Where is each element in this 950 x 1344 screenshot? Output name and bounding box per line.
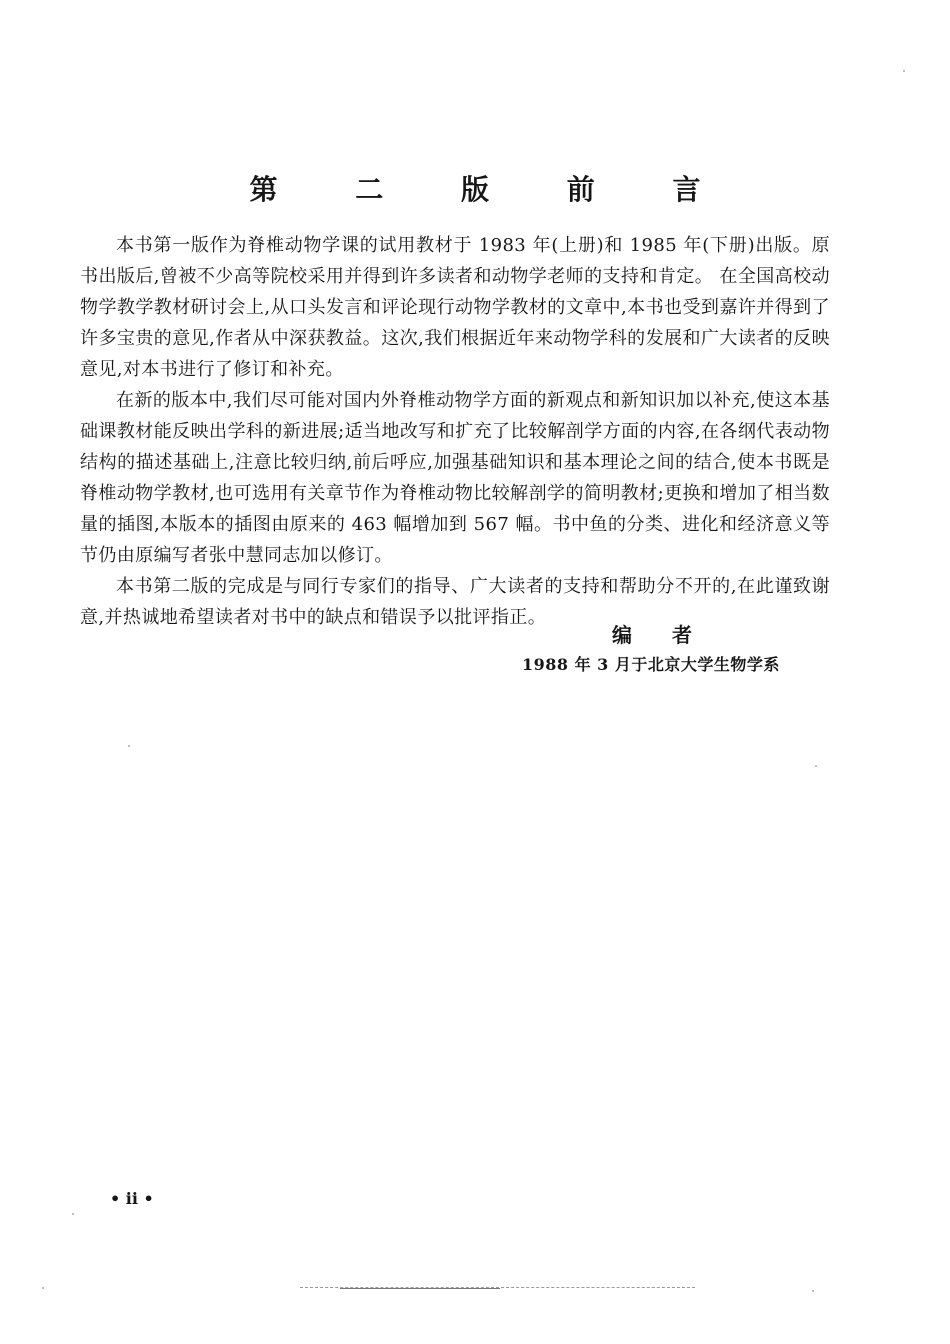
scan-speck: [903, 70, 905, 72]
author-signature: 编者: [612, 623, 732, 647]
scan-edge-line-dark: [340, 1288, 500, 1289]
scan-speck: [815, 765, 817, 767]
paragraph-3: 本书第二版的完成是与同行专家们的指导、广大读者的支持和帮助分不开的,在此谨致谢意,并热诚地希望读者对书中的缺点和错误予以批评指正。: [80, 576, 830, 628]
dateline: 1988 年 3 月于北京大学生物学系: [522, 655, 780, 674]
scan-speck: [42, 1287, 44, 1289]
scan-speck: [812, 1290, 814, 1292]
scan-speck: [72, 1213, 74, 1215]
page-title: 第 二 版 前 言: [249, 173, 735, 206]
page-number: • ii •: [110, 1189, 154, 1208]
paragraph-2: 在新的版本中,我们尽可能对国内外脊椎动物学方面的新观点和新知识加以补充,使这本基础课教材能反映出学科的新进展;适当地改写和扩充了比较解剖学方面的内容,在各纲代表动物结构的描述基础上,注意比较归纳,前后呼应,加强基础知识和基本理论之间的结合,使本书既是脊椎动物学教材,也可选用有关章节作为脊椎动物比较解剖学的简明教材;更换和增加了相当数量的插图,本版本的插图由原来的 463 幅增加到 567 幅。书中鱼的分类、进化和经济意义等节仍由原编写者张中慧同志加以修订。: [80, 390, 830, 566]
scan-speck: [128, 745, 130, 747]
preface-body: [80, 230, 830, 633]
paragraph-1: 本书第一版作为脊椎动物学课的试用教材于 1983 年(上册)和 1985 年(下册)出版。原书出版后,曾被不少高等院校采用并得到许多读者和动物学老师的支持和肯定。 在全国高校动物学教学教材研讨会上,从口头发言和评论现行动物学教材的文章中,本书也受到嘉许并得到了许多宝贵的意见,作者从中深获教益。这次,我们根据近年来动物学科的发展和广大读者的反映意见,对本书进行了修订和补充。: [80, 235, 830, 380]
